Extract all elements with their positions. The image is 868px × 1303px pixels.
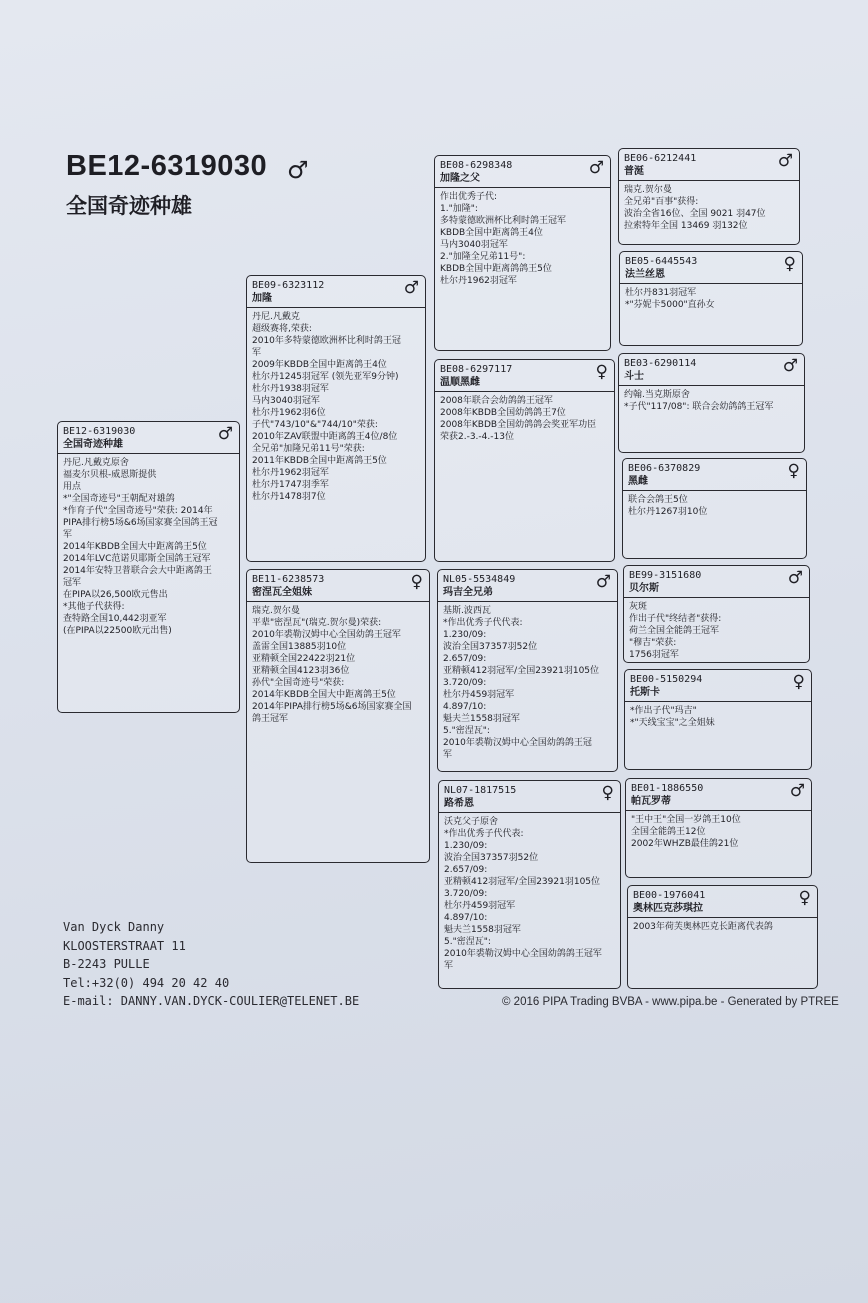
card-line: *"天线宝宝"之全姐妹 — [630, 718, 715, 728]
card-line: 拉索特年全国 13469 羽132位 — [624, 221, 748, 231]
card-line: 1."加隆": — [440, 204, 478, 214]
card-line: 2."加隆全兄弟11号": — [440, 252, 526, 262]
card-bird-name: 黑雌 — [628, 476, 648, 487]
card-line: 2014年LVC范诺贝耶斯全国鸽王冠军 — [63, 554, 211, 564]
card-line: *作出子代"玛吉" — [630, 706, 697, 716]
card-body — [623, 491, 806, 520]
card-ring-number: BE05-6445543 — [625, 256, 698, 267]
male-symbol-icon: ♂ — [789, 781, 805, 801]
card-line: 杜尔丹459羽冠军 — [444, 901, 516, 911]
card-line: *其他子代获得: — [63, 602, 125, 612]
card-bird-name: 加隆之父 — [440, 173, 480, 184]
card-line: 2009年KBDB全国中距离鸽王4位 — [252, 360, 387, 370]
card-line: 5."密涅瓦": — [444, 937, 491, 947]
card-line: 作出优秀子代: — [440, 192, 498, 202]
card-body — [438, 602, 617, 763]
card-line: 查特路全国10,442羽亚军 — [63, 614, 167, 624]
card-line: 全兄弟"加隆兄弟11号"荣获: — [252, 444, 365, 454]
card-line: 杜尔丹831羽冠军 — [625, 288, 697, 298]
card-line: 2014年安特卫普联合会大中距离鸽王 — [63, 566, 212, 576]
card-line: 4.897/10: — [444, 913, 488, 923]
card-line: 2010年多特蒙德欧洲杯比利时鸽王冠 — [252, 336, 401, 346]
card-line: 荣获2.-3.-4.-13位 — [440, 432, 514, 442]
card-line: 亚精顿412羽冠军/全国23921羽105位 — [443, 666, 600, 676]
pedigree-card — [57, 421, 240, 713]
card-line: 在PIPA以26,500欧元售出 — [63, 590, 168, 600]
card-line: 全国全能鸽王12位 — [631, 827, 706, 837]
female-symbol-icon: ♀ — [792, 672, 805, 692]
card-line: 杜尔丹1962羽6位 — [252, 408, 326, 418]
pedigree-card — [246, 569, 430, 863]
card-line: 2008年联合会幼鸽鸽王冠军 — [440, 396, 553, 406]
card-body — [439, 813, 620, 974]
card-line: 2014年KBDB全国大中距离鸽王5位 — [252, 690, 396, 700]
card-line: 2011年KBDB全国中距离鸽王5位 — [252, 456, 387, 466]
card-line: 杜尔丹1747羽季军 — [252, 480, 329, 490]
male-symbol-icon: ♂ — [595, 572, 611, 592]
card-bird-name: 玛吉全兄弟 — [443, 587, 493, 598]
card-line: 荷兰全国全能鸽王冠军 — [629, 626, 720, 636]
pedigree-card — [438, 780, 621, 989]
card-line: 2002年WHZB最佳鸽21位 — [631, 839, 739, 849]
card-line: 杜尔丹1962羽冠军 — [440, 276, 517, 286]
pedigree-card — [434, 359, 615, 562]
card-line: 杜尔丹1962羽冠军 — [252, 468, 329, 478]
card-line: 约翰.当克斯原舍 — [624, 390, 690, 400]
card-line: 全兄弟"百事"获得: — [624, 197, 699, 207]
card-line: 2008年KBDB全国幼鸽鸽会奖亚军功臣 — [440, 420, 597, 430]
card-ring-number: BE00-1976041 — [633, 890, 706, 901]
pedigree-card — [625, 778, 812, 878]
pedigree-card — [618, 148, 800, 245]
card-line: 波治全国37357羽52位 — [443, 642, 538, 652]
card-line: 军 — [443, 750, 453, 760]
card-header — [247, 276, 425, 308]
card-ring-number: BE08-6297117 — [440, 364, 513, 375]
owner-phone: Tel:+32(0) 494 20 42 40 — [63, 975, 230, 990]
card-header — [58, 422, 239, 454]
card-line: 5."密涅瓦": — [443, 726, 490, 736]
card-line: *作育子代"全国奇迹号"荣获: 2014年 — [63, 506, 213, 516]
female-symbol-icon: ♀ — [410, 572, 423, 592]
male-symbol-icon: ♂ — [777, 151, 793, 171]
card-line: 魁夫兰1558羽冠军 — [443, 714, 520, 724]
card-line: 2010年裘勒汉姆中心全国幼鸽鸽王冠军 — [444, 949, 602, 959]
card-line: 马内3040羽冠军 — [252, 396, 320, 406]
card-header — [626, 779, 811, 811]
card-line: 魁夫兰1558羽冠军 — [444, 925, 521, 935]
card-header — [435, 156, 610, 188]
card-line: 冠军 — [63, 578, 82, 588]
card-line: 波治全省16位、全国 9021 羽47位 — [624, 209, 766, 219]
card-line: 3.720/09: — [443, 678, 487, 688]
card-line: 用点 — [63, 482, 82, 492]
male-symbol-icon: ♂ — [588, 158, 604, 178]
card-body — [435, 188, 610, 289]
card-body — [620, 284, 802, 313]
card-bird-name: 法兰丝恩 — [625, 269, 665, 280]
card-line: 波治全国37357羽52位 — [444, 853, 539, 863]
card-line: 1.230/09: — [444, 841, 488, 851]
card-bird-name: 奥林匹克莎琪拉 — [633, 903, 703, 914]
card-line: *作出优秀子代代表: — [444, 829, 524, 839]
card-line: 杜尔丹1478羽7位 — [252, 492, 326, 502]
card-line: 多特蒙德欧洲杯比利时鸽王冠军 — [440, 216, 567, 226]
card-line: 灰斑 — [629, 602, 648, 612]
pedigree-card — [437, 569, 618, 772]
card-line: 军 — [444, 961, 454, 971]
card-ring-number: NL05-5534849 — [443, 574, 516, 585]
male-symbol-icon: ♂ — [787, 568, 803, 588]
card-body — [58, 454, 239, 639]
card-line: 亚精顿全国22422羽21位 — [252, 654, 356, 664]
card-ring-number: BE06-6212441 — [624, 153, 697, 164]
card-line: 2014年KBDB全国大中距离鸽王5位 — [63, 542, 207, 552]
pedigree-card — [622, 458, 807, 559]
male-symbol-icon: ♂ — [217, 424, 233, 444]
card-line: *子代"117/08": 联合会幼鸽鸽王冠军 — [624, 402, 774, 412]
card-ring-number: BE06-6370829 — [628, 463, 701, 474]
owner-contact — [63, 918, 359, 1011]
card-bird-name: 路希恩 — [444, 798, 474, 809]
card-line: 1.230/09: — [443, 630, 487, 640]
card-body — [247, 602, 429, 727]
card-ring-number: BE99-3151680 — [629, 570, 702, 581]
female-symbol-icon: ♀ — [783, 254, 796, 274]
male-symbol-icon: ♂ — [287, 156, 309, 184]
card-bird-name: 加隆 — [252, 293, 272, 304]
card-line: 瑞克.贺尔曼 — [252, 606, 300, 616]
card-bird-name: 托斯卡 — [630, 687, 660, 698]
card-body — [435, 392, 614, 445]
card-body — [247, 308, 425, 505]
card-header — [247, 570, 429, 602]
card-line: KBDB全国中距离鸽鸽王5位 — [440, 264, 552, 274]
card-ring-number: BE01-1886550 — [631, 783, 704, 794]
card-header — [628, 886, 817, 918]
card-bird-name: 密涅瓦全姐妹 — [252, 587, 312, 598]
card-line: 联合会鸽王5位 — [628, 495, 688, 505]
card-line: 亚精顿全国4123羽36位 — [252, 666, 350, 676]
card-body — [619, 181, 799, 234]
card-line: 3.720/09: — [444, 889, 488, 899]
card-line: 军 — [63, 530, 73, 540]
card-bird-name: 全国奇迹种雄 — [63, 439, 123, 450]
card-line: "王中王"全国一岁鸽王10位 — [631, 815, 741, 825]
card-line: 杜尔丹1245羽冠军 (领先亚军9分钟) — [252, 372, 399, 382]
owner-name: Van Dyck Danny — [63, 920, 165, 934]
card-header — [623, 459, 806, 491]
card-line: 亚精顿412羽冠军/全国23921羽105位 — [444, 877, 601, 887]
pedigree-card — [624, 669, 812, 770]
card-body — [624, 598, 809, 663]
card-line: 杜尔丹459羽冠军 — [443, 690, 515, 700]
female-symbol-icon: ♀ — [601, 783, 614, 803]
pedigree-card — [627, 885, 818, 989]
card-header — [624, 566, 809, 598]
card-body — [619, 386, 804, 415]
card-line: 2014年PIPA排行榜5场&6场国家赛全国 — [252, 702, 412, 712]
male-symbol-icon: ♂ — [403, 278, 419, 298]
card-line: 2010年ZAV联盟中距离鸽王4位/8位 — [252, 432, 398, 442]
card-line: "穆吉"荣获: — [629, 638, 677, 648]
card-header — [619, 354, 804, 386]
female-symbol-icon: ♀ — [595, 362, 608, 382]
card-header — [439, 781, 620, 813]
female-symbol-icon: ♀ — [798, 888, 811, 908]
card-line: 孙代"全国奇迹号"荣获: — [252, 678, 345, 688]
card-ring-number: BE03-6290114 — [624, 358, 697, 369]
card-line: 杜尔丹1267羽10位 — [628, 507, 708, 517]
card-line: 福麦尔贝根-威恩斯提供 — [63, 470, 157, 480]
card-line: 瑞克.贺尔曼 — [624, 185, 672, 195]
card-line: 鸽王冠军 — [252, 714, 289, 724]
card-line: 基斯.波西瓦 — [443, 606, 491, 616]
card-ring-number: NL07-1817515 — [444, 785, 517, 796]
card-bird-name: 帕瓦罗蒂 — [631, 796, 671, 807]
pedigree-card — [623, 565, 810, 663]
pedigree-title-ring: BE12-6319030 — [66, 150, 268, 182]
card-line: 2.657/09: — [443, 654, 487, 664]
card-ring-number: BE08-6298348 — [440, 160, 513, 171]
pedigree-card — [434, 155, 611, 351]
card-ring-number: BE11-6238573 — [252, 574, 325, 585]
card-body — [628, 918, 817, 935]
owner-city: B-2243 PULLE — [63, 957, 150, 971]
card-bird-name: 斗士 — [624, 371, 644, 382]
card-line: PIPA排行榜5场&6场国家赛全国鸽王冠 — [63, 518, 218, 528]
owner-street: KLOOSTERSTRAAT 11 — [63, 938, 186, 953]
pedigree-card — [246, 275, 426, 562]
card-header — [619, 149, 799, 181]
card-line: KBDB全国中距离鸽王4位 — [440, 228, 543, 238]
card-line: 2010年裘勒汉姆中心全国幼鸽王冠军 — [252, 630, 401, 640]
owner-email: E-mail: DANNY.VAN.DYCK-COULIER@TELENET.BE — [63, 994, 360, 1008]
card-header — [625, 670, 811, 702]
card-ring-number: BE00-5150294 — [630, 674, 703, 685]
pedigree-card — [618, 353, 805, 453]
card-line: 2003年荷芙奥林匹克长距离代表鸽 — [633, 922, 773, 932]
card-line: 沃克父子原舍 — [444, 817, 499, 827]
card-ring-number: BE12-6319030 — [63, 426, 136, 437]
card-ring-number: BE09-6323112 — [252, 280, 325, 291]
card-line: 作出子代"终结者"获得: — [629, 614, 722, 624]
card-line: 子代"743/10"&"744/10"荣获: — [252, 420, 378, 430]
card-line: *"全国奇迹号"王朝配对雄鸽 — [63, 494, 175, 504]
card-body — [626, 811, 811, 852]
card-line: 军 — [252, 348, 262, 358]
card-bird-name: 温顺黑雌 — [440, 377, 480, 388]
footer-copyright: © 2016 PIPA Trading BVBA - www.pipa.be - Generated by PTREE — [502, 996, 839, 1008]
card-header — [438, 570, 617, 602]
card-line: 4.897/10: — [443, 702, 487, 712]
card-bird-name: 贝尔斯 — [629, 583, 659, 594]
card-body — [625, 702, 811, 731]
card-line: 超级赛将,荣获: — [252, 324, 312, 334]
card-line: 杜尔丹1938羽冠军 — [252, 384, 329, 394]
female-symbol-icon: ♀ — [787, 461, 800, 481]
card-line: 平辈"密涅瓦"(瑞克.贺尔曼)荣获: — [252, 618, 382, 628]
card-line: 马内3040羽冠军 — [440, 240, 508, 250]
card-line: 2008年KBDB全国幼鸽鸽王7位 — [440, 408, 566, 418]
card-line: 1756羽冠军 — [629, 650, 679, 660]
card-line: *作出优秀子代代表: — [443, 618, 523, 628]
card-header — [620, 252, 802, 284]
card-header — [435, 360, 614, 392]
card-line: 盖雷全国13885羽10位 — [252, 642, 347, 652]
card-line: *"芬妮卡5000"直孙女 — [625, 300, 715, 310]
card-line: 丹尼.凡戴克 — [252, 312, 300, 322]
card-line: 2.657/09: — [444, 865, 488, 875]
card-line: 2010年裘勒汉姆中心全国幼鸽鸽王冠 — [443, 738, 592, 748]
card-line: 丹尼.凡戴克原舍 — [63, 458, 129, 468]
card-line: (在PIPA以22500欧元出售) — [63, 626, 172, 636]
card-bird-name: 普涎 — [624, 166, 644, 177]
male-symbol-icon: ♂ — [782, 356, 798, 376]
pedigree-card — [619, 251, 803, 346]
pedigree-title-name: 全国奇迹种雄 — [66, 194, 192, 218]
